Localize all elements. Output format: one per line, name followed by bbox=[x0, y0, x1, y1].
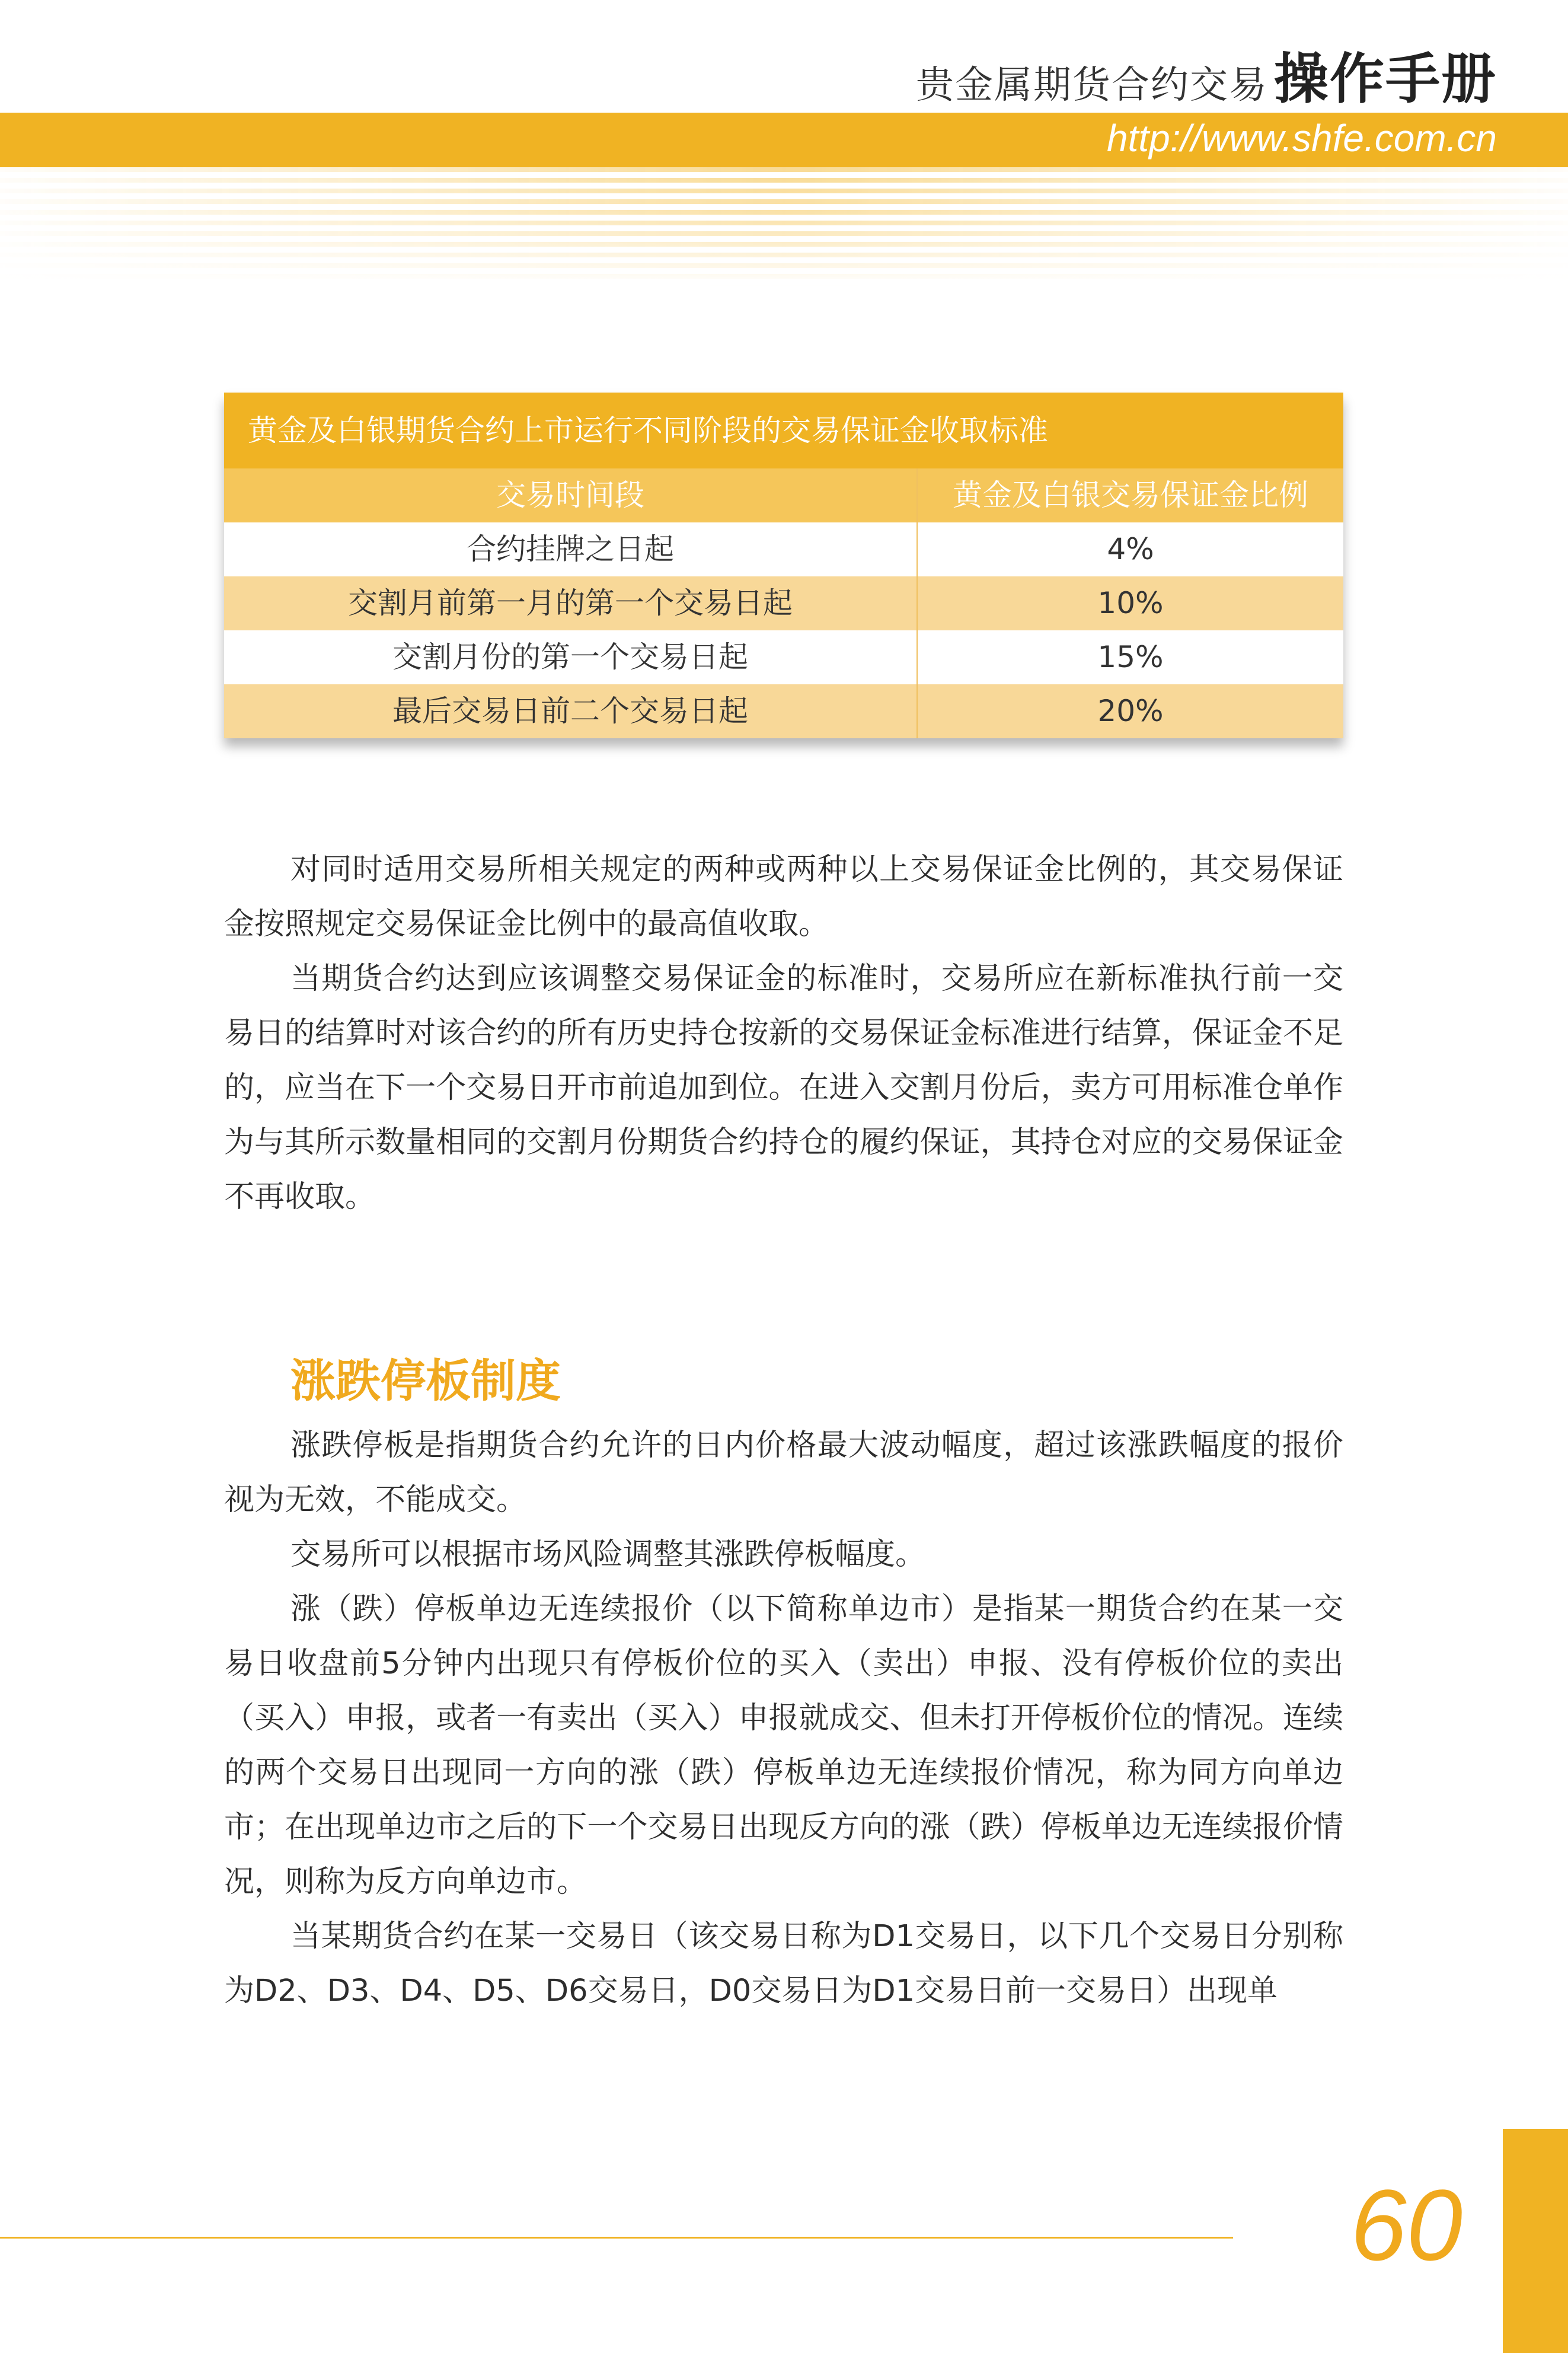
table-header-row bbox=[224, 468, 1343, 522]
table-row bbox=[224, 522, 1343, 576]
manual-title bbox=[916, 36, 1497, 114]
table-row bbox=[224, 684, 1343, 738]
table-cell-period: 交割月份的第一个交易日起 bbox=[224, 630, 918, 684]
header-stripes-fade bbox=[0, 167, 1568, 286]
manual-title-prefix: 贵金属期货合约交易 bbox=[915, 63, 1268, 107]
paragraph-limit-adjustment: 交易所可以根据市场风险调整其涨跌停板幅度。 bbox=[290, 1537, 926, 1572]
website-url: http://www.shfe.com.cn bbox=[1106, 117, 1497, 160]
paragraph-limit-definition: 涨跌停板是指期货合约允许的日内价格最大波动幅度，超过该涨跌幅度的报价视为无效，不能成交。 bbox=[224, 1428, 1343, 1517]
table-cell-ratio: 4% bbox=[1107, 532, 1154, 566]
footer-rule bbox=[0, 2237, 1233, 2239]
table-row bbox=[224, 576, 1343, 630]
table-row bbox=[224, 630, 1343, 684]
manual-title-strong: 操作手册 bbox=[1273, 47, 1497, 111]
table-cell-ratio: 20% bbox=[1097, 694, 1164, 728]
paragraph-margin-adjustment: 当期货合约达到应该调整交易保证金的标准时，交易所应在新标准执行前一交易日的结算时对该合约的所有历史持仓按新的交易保证金标准进行结算，保证金不足的，应当在下一个交易日开市前追加到位。在进入交割月份后，卖方可用标准仓单作为与其所示数量相同的交割月份期货合约持仓的履约保证，其持仓对应的交易保证金不再收取。 bbox=[224, 961, 1343, 1214]
column-header-ratio: 黄金及白银交易保证金比例 bbox=[953, 478, 1308, 512]
table-cell-period: 合约挂牌之日起 bbox=[224, 522, 918, 576]
table-cell-ratio: 10% bbox=[1097, 586, 1164, 620]
page-number: 60 bbox=[1350, 2169, 1463, 2282]
table-caption: 黄金及白银期货合约上市运行不同阶段的交易保证金收取标准 bbox=[224, 393, 1343, 468]
paragraph-highest-margin: 对同时适用交易所相关规定的两种或两种以上交易保证金比例的，其交易保证金按照规定交易保证金比例中的最高值收取。 bbox=[224, 852, 1343, 942]
margin-standard-table bbox=[224, 393, 1343, 738]
footer-tab-decoration bbox=[1503, 2129, 1568, 2353]
paragraph-d1-trading-day: 当某期货合约在某一交易日（该交易日称为D1交易日，以下几个交易日分别称为D2、D3、D4、D5、D6交易日，D0交易日为D1交易日前一交易日）出现单 bbox=[224, 1919, 1343, 2008]
table-cell-period: 最后交易日前二个交易日起 bbox=[224, 684, 918, 738]
column-header-period: 交易时间段 bbox=[224, 468, 918, 522]
section-heading: 涨跌停板制度 bbox=[290, 1354, 561, 1407]
table-cell-period: 交割月前第一月的第一个交易日起 bbox=[224, 576, 918, 630]
paragraph-one-sided-market: 涨（跌）停板单边无连续报价（以下简称单边市）是指某一期货合约在某一交易日收盘前5分钟内出现只有停板价位的买入（卖出）申报、没有停板价位的卖出（买入）申报，或者一有卖出（买入）申报就成交、但未打开停板价位的情况。连续的两个交易日出现同一方向的涨（跌）停板单边无连续报价情况，称为同方向单边市；在出现单边市之后的下一个交易日出现反方向的涨（跌）停板单边无连续报价情况，则称为反方向单边市。 bbox=[224, 1592, 1343, 1899]
table-cell-ratio: 15% bbox=[1097, 640, 1164, 674]
